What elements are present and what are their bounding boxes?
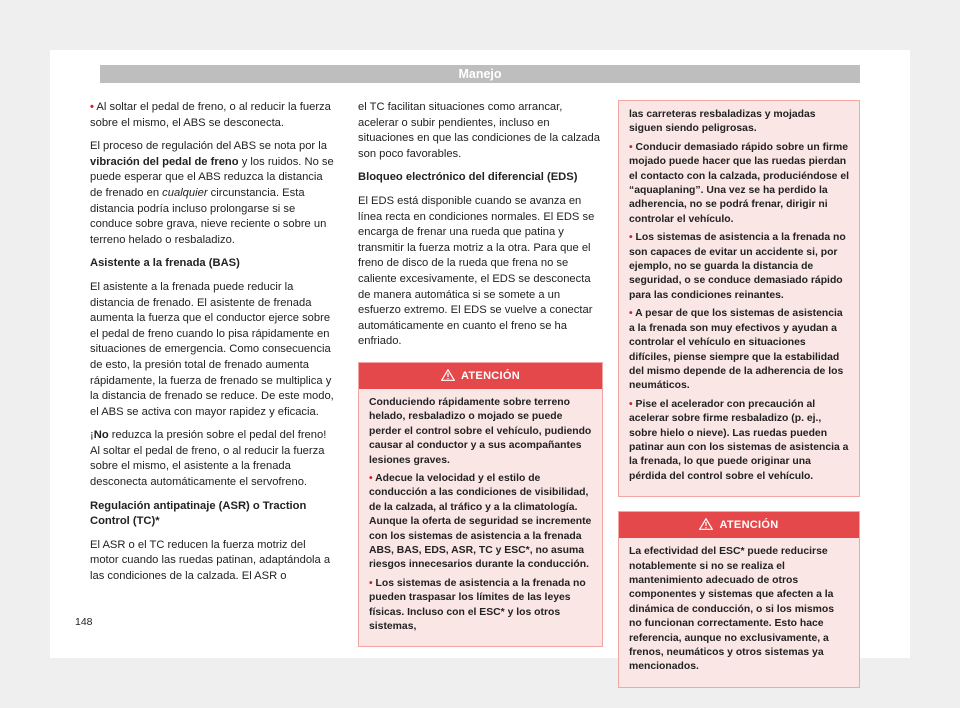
warning-bullet: • Adecue la velocidad y el estilo de conducción a las condiciones de visibilidad, de la calzada, al tráfico y a la climatología. Aunque la oferta de seguridad se incremente con los sistemas de asistencia a la frenada ABS, BAS, EDS, ASR, TC y ESC*, no asuma riesgos innecesarios durante la conducción. [369, 472, 592, 571]
warning-intro: Conduciendo rápidamente sobre terreno helado, resbaladizo o mojado se puede perder el control sobre el vehículo, pudiendo causar al conductor y a sus acompañantes lesiones graves. [369, 396, 592, 466]
warning-bullet: • Los sistemas de asistencia a la frenada no pueden traspasar los límites de las leyes físicas. Incluso con el ESC* y los otros sistemas, [369, 577, 586, 632]
paragraph: El ASR o el TC reducen la fuerza motriz del motor cuando las ruedas patinan, adaptándola a las condiciones de la calzada. El ASR o [90, 538, 331, 583]
column-left [90, 100, 336, 593]
column-middle [358, 100, 603, 647]
warning-body [619, 538, 859, 687]
warning-body [359, 389, 602, 647]
bullet-icon: • [629, 308, 633, 320]
warning-box [618, 511, 860, 688]
bullet-icon: • [90, 101, 94, 113]
warning-box [358, 362, 603, 648]
paragraph: ¡No reduzca la presión sobre el pedal del freno! Al soltar el pedal de freno, o al reducir la fuerza sobre el mismo, el asistente a la frenada desconecta automáticamente el servofreno. [90, 429, 327, 489]
bullet-icon: • [369, 472, 373, 484]
warning-bullet: • Pise el acelerador con precaución al acelerar sobre firme resbaladizo (p. ej., sobre hielo o nieve). Las ruedas pueden patinar aun con los sistemas de asistencia a la frenada, lo que puede originar una pérdida del control sobre el vehículo. [629, 398, 849, 482]
warning-body [619, 101, 859, 496]
bullet-icon: • [629, 398, 633, 410]
warning-title: ATENCIÓN [719, 519, 779, 532]
paragraph: El proceso de regulación del ABS se nota por la vibración del pedal de freno y los ruidos. No se puede esperar que el ABS reduzca la distancia de frenado en cualquier circunstancia. Esta distancia podría incluso prolongarse si se conduce sobre grava, nieve reciente o sobre un terreno helado o resbaladizo. [90, 140, 334, 246]
bullet-icon: • [629, 141, 633, 153]
section-heading: Regulación antipatinaje (ASR) o Traction Control (TC)* [90, 499, 307, 528]
paragraph: el TC facilitan situaciones como arrancar, acelerar o subir pendientes, incluso en situaciones en que las condiciones de la calzada son poco favorables. [358, 101, 600, 160]
chapter-header [100, 65, 860, 83]
section-heading: Asistente a la frenada (BAS) [90, 257, 240, 270]
warning-triangle-icon [699, 518, 713, 530]
paragraph: El EDS está disponible cuando se avanza en línea recta en condiciones normales. El EDS se encarga de frenar una rueda que patina y transmitir la fuerza motriz a la otra. Para que el freno de disco de la rueda que frena no se caliente excesivamente, el EDS se desconecta de manera automática si se somete a un esfuerzo extremo. El EDS se vuelve a conectar automáticamente en cuanto el freno se ha enfriado. [358, 194, 595, 348]
warning-header [619, 512, 859, 538]
page [50, 50, 910, 673]
paragraph: • Al soltar el pedal de freno, o al reducir la fuerza sobre el mismo, el ABS se desconecta. [90, 101, 331, 129]
chapter-title: Manejo [458, 67, 502, 81]
warning-bullet: • Conducir demasiado rápido sobre un firme mojado puede hacer que las ruedas pierdan el contacto con la calzada, produciéndose el “aquaplaning”. Una vez se ha perdido la adherencia, no se podrá frenar, dirigir ni controlar el vehículo. [629, 141, 849, 225]
warning-bullet: • Los sistemas de asistencia a la frenada no son capaces de evitar un accidente si, por ejemplo, no se guarda la distancia de seguridad, o se conduce demasiado rápido para las condiciones reinantes. [629, 232, 846, 301]
warning-intro: las carreteras resbaladizas y mojadas siguen siendo peligrosas. [629, 109, 816, 135]
column-right [618, 100, 860, 688]
warning-box-continued [618, 100, 860, 497]
warning-header [359, 363, 602, 389]
warning-triangle-icon [441, 369, 455, 381]
page-number: 148 [75, 616, 93, 628]
warning-text: La efectividad del ESC* puede reducirse notablemente si no se realiza el mantenimiento adecuado de otros componentes y sistemas que afecten a la dinámica de conducción, o si los mismos no funcionan correctamente. Esto hace referencia, aunque no exclusivamente, a frenos, neumáticos y otros sistemas ya mencionados. [629, 546, 834, 673]
bullet-icon: • [629, 232, 633, 244]
warning-title: ATENCIÓN [460, 369, 521, 382]
section-heading: Bloqueo electrónico del diferencial (EDS) [358, 171, 578, 184]
paragraph: El asistente a la frenada puede reducir la distancia de frenado. El asistente de frenada aumenta la fuerza que el conductor ejerce sobre el pedal de freno cuando lo pisa rápidamente en situaciones de emergencia. Como consecuencia de esto, la presión total de frenado aumenta rápidamente, la fuerza de frenado se multiplica y la distancia de frenado se reduce. De este modo, el ABS se activa con mayor rapidez y eficacia. [90, 280, 334, 418]
warning-bullet: • A pesar de que los sistemas de asistencia a la frenada son muy efectivos y ayudan a controlar el vehículo en situaciones difíciles, piense siempre que la estabilidad del mismo depende de la adherencia de los neumáticos. [629, 308, 844, 392]
bullet-icon: • [369, 577, 373, 589]
